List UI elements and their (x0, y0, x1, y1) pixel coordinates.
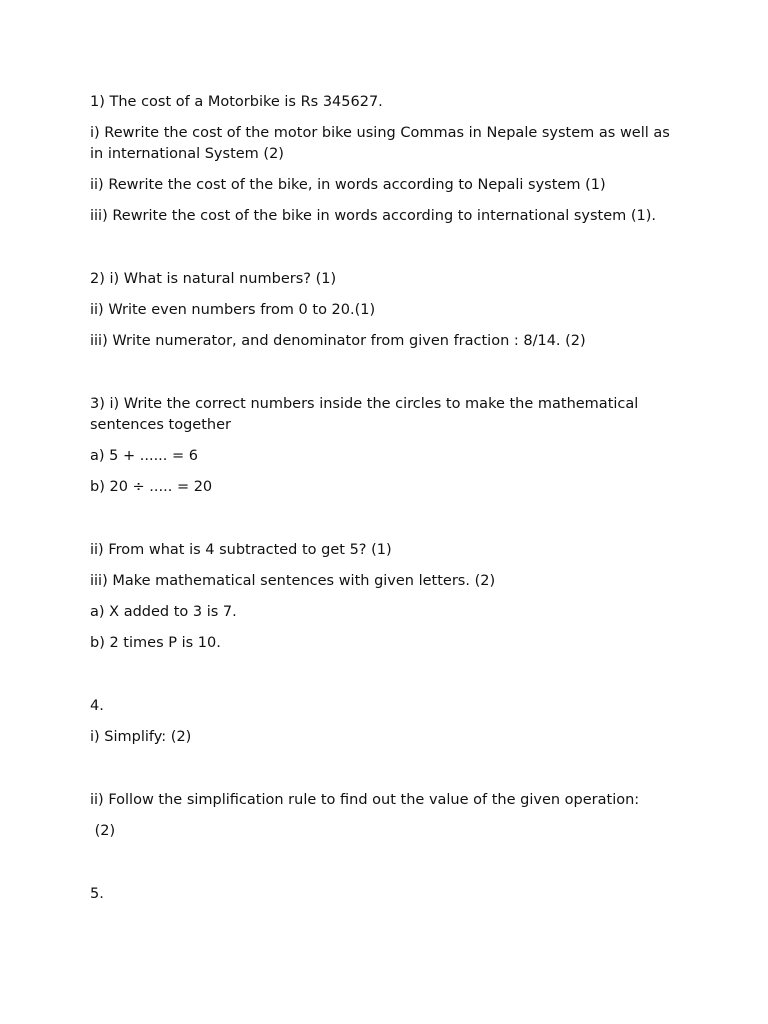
q5-number: 5. (90, 886, 104, 902)
spacer (90, 508, 680, 540)
q3-part-ii: ii) From what is 4 subtracted to get 5? (1) (90, 542, 392, 558)
spacer (90, 758, 680, 790)
q4-number: 4. (90, 698, 104, 714)
q3-part-iii: iii) Make mathematical sentences with given letters. (2) (90, 573, 496, 589)
q3-part-i-a: a) 5 + ...... = 6 (90, 448, 198, 464)
q4-part-i: i) Simplify: (2) (90, 729, 192, 745)
q3-part-i: 3) i) Write the correct numbers inside the circles to make the mathematical sentences together (90, 396, 639, 433)
q3-part-i-b: b) 20 ÷ ..... = 20 (90, 479, 213, 495)
q1-stem: 1) The cost of a Motorbike is Rs 345627. (90, 94, 383, 110)
q3-part-iii-b: b) 2 times P is 10. (90, 635, 221, 651)
worksheet-page (90, 92, 680, 915)
q2-part-ii: ii) Write even numbers from 0 to 20.(1) (90, 302, 376, 318)
spacer (90, 237, 680, 269)
q2-part-iii: iii) Write numerator, and denominator from given fraction : 8/14. (2) (90, 333, 586, 349)
spacer (90, 362, 680, 394)
spacer (90, 664, 680, 696)
q4-part-ii-marks: (2) (90, 823, 116, 839)
q4-part-ii: ii) Follow the simplification rule to find out the value of the given operation: (90, 792, 640, 808)
q3-part-iii-a: a) X added to 3 is 7. (90, 604, 237, 620)
q1-part-ii: ii) Rewrite the cost of the bike, in words according to Nepali system (1) (90, 177, 606, 193)
q1-part-i: i) Rewrite the cost of the motor bike using Commas in Nepale system as well as in international System (2) (90, 125, 670, 162)
spacer (90, 852, 680, 884)
q2-part-i: 2) i) What is natural numbers? (1) (90, 271, 337, 287)
q1-part-iii: iii) Rewrite the cost of the bike in words according to international system (1). (90, 208, 657, 224)
